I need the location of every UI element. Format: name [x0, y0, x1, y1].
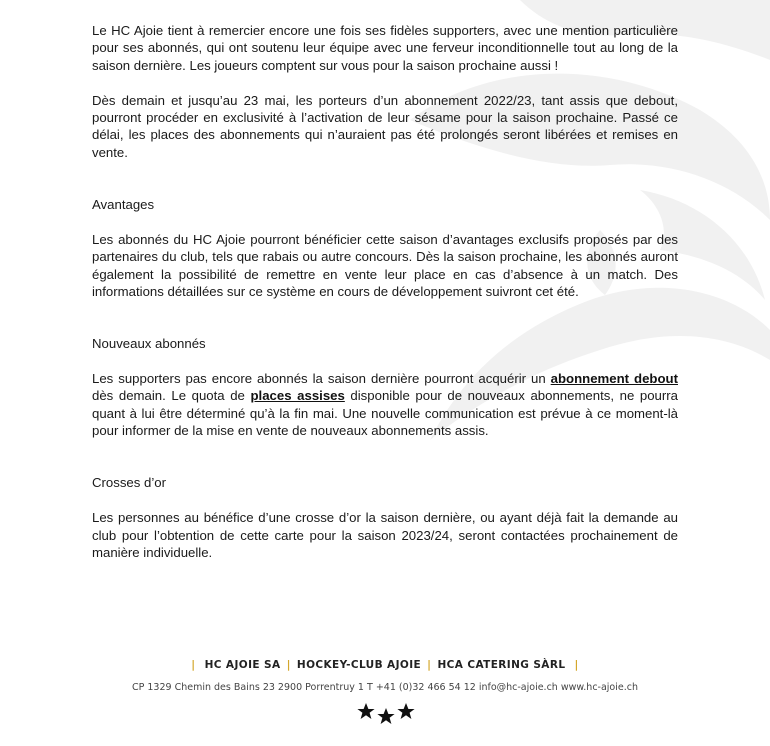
footer-address: CP 1329 Chemin des Bains 23 2900 Porrentruy 1 T +41 (0)32 466 54 12 info@hc-ajoie.ch www.hc-ajoie.ch — [132, 682, 638, 693]
avantages-heading: Avantages — [92, 197, 155, 213]
footer-gold-bar-right: | — [574, 659, 579, 671]
footer-separator: | — [427, 659, 432, 671]
star-icon — [357, 703, 374, 719]
nouveaux-text-1: Les supporters pas encore abonnés la saison dernière pourront acquérir un — [92, 371, 551, 387]
document-body — [92, 22, 678, 561]
footer-gold-bar-left: | — [191, 659, 196, 671]
avantages-paragraph: Les abonnés du HC Ajoie pourront bénéficier cette saison d’avantages exclusifs proposés par des partenaires du club, tels que rabais ou autre concours. Dès la saison prochaine, les abonnés auront également la possibilité de remettre en vente leur place en cas d’absence à un match. Des informations détaillées sur ce système en cours de développement suivront cet été. — [92, 231, 678, 300]
nouveaux-abonnes-heading: Nouveaux abonnés — [92, 336, 206, 352]
star-icon — [377, 708, 394, 724]
nouveaux-text-3: disponible pour de nouveaux abonnements, ne pourra quant à lui être déterminé qu’à la fin mai. Une nouvelle communication est prévue à ce moment-là pour informer de la mise en vente de nouveaux abonnements assis. — [92, 388, 679, 439]
intro-paragraph: Le HC Ajoie tient à remercier encore une fois ses fidèles supporters, avec une mention particulière pour ses abonnés, qui ont soutenu leur équipe avec une ferveur inconditionnelle tout au long de la saison dernière. Les joueurs comptent sur vous pour la saison prochaine aussi ! — [92, 23, 678, 73]
nouveaux-text-2: dès demain. Le quota de — [92, 388, 251, 404]
star-icon — [397, 703, 414, 719]
footer-company-line — [0, 659, 770, 671]
places-assises-link[interactable]: places assises — [250, 388, 345, 404]
renewal-paragraph: Dès demain et jusqu’au 23 mai, les porteurs d’un abonnement 2022/23, tant assis que debout, pourront procéder en exclusivité à l’activation de leur sésame pour la saison prochaine. Passé ce délai, les places des abonnements qui n’auraient pas été prolongés seront libérées et remises en vente. — [92, 92, 678, 160]
footer-company-2: HOCKEY-CLUB AJOIE — [296, 659, 422, 671]
footer-company-3: HCA CATERING SÀRL — [437, 659, 566, 671]
footer-separator: | — [286, 659, 291, 671]
three-stars-icon — [356, 702, 416, 726]
abonnement-debout-link[interactable]: abonnement debout — [550, 371, 678, 387]
nouveaux-abonnes-paragraph — [92, 370, 678, 440]
crosses-dor-paragraph: Les personnes au bénéfice d’une crosse d’or la saison dernière, ou ayant déjà fait la demande au club pour l’obtention de cette carte pour la saison 2023/24, seront contactées prochainement de manière individuelle. — [92, 510, 678, 561]
footer-company-1: HC AJOIE SA — [204, 659, 281, 671]
crosses-dor-heading: Crosses d’or — [92, 475, 167, 491]
